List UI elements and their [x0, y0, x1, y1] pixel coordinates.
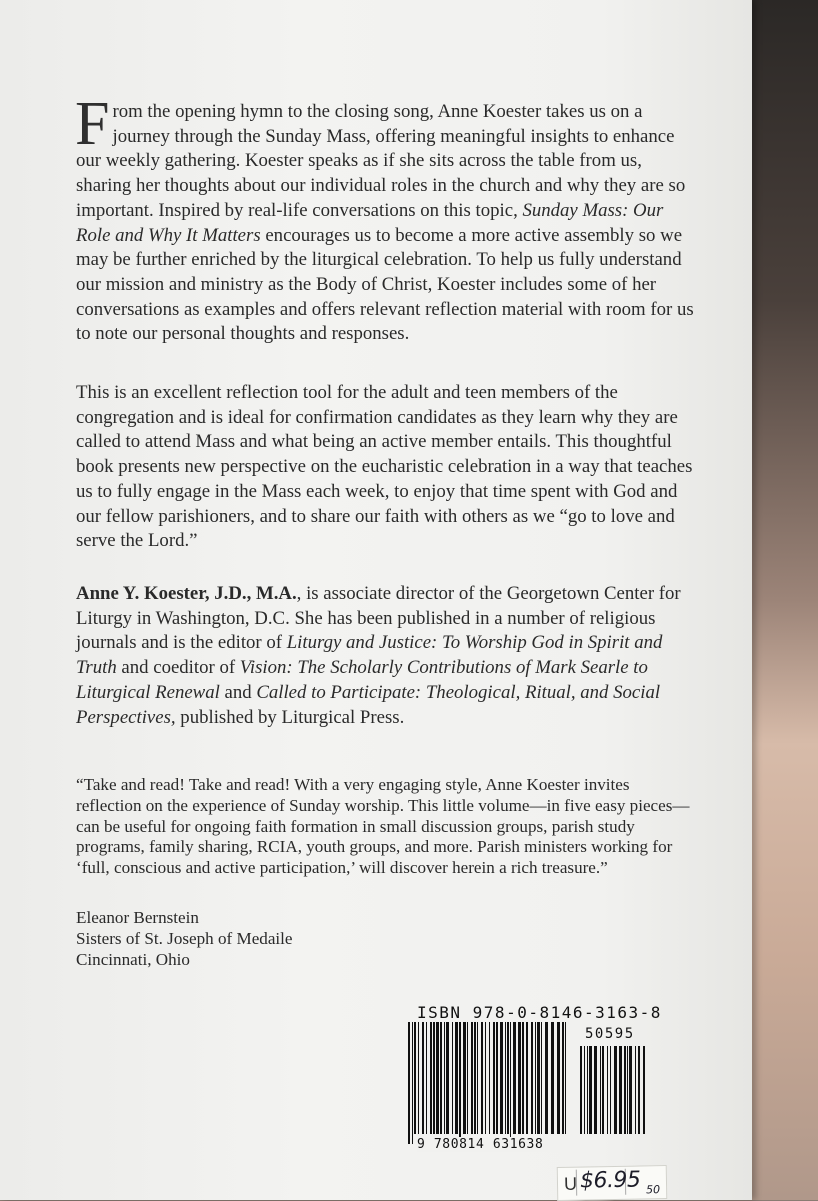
endorsement-quote: “Take and read! Take and read! With a very engaging style, Anne Koester invites reflection on the experience of Sunday worship. This little volume—in five easy pieces—can be useful for ongoing faith formation in small discussion groups, parish study programs, family sharing, RCIA, youth groups, and more. Parish ministers working for ‘full, conscious and active participation,’ will discover herein a rich treasure.” [76, 775, 690, 878]
description-text-a: rom the opening hymn to the closing song, Anne Koester takes us on a journey through the Sunday Mass, offering meaningful insights to enhance our weekly gathering. Koester speaks as if she sits across the table from us, sharing her thoughts about our individual roles in the church and why they are so important. Inspired by real-life conversations on this topic, [76, 101, 686, 221]
endorsement-attribution [76, 908, 476, 970]
barcode-bar [584, 1046, 585, 1134]
barcode-bar [433, 1022, 435, 1134]
barcode-bar [589, 1046, 592, 1134]
drop-cap: F [75, 90, 110, 158]
barcode-bar [426, 1022, 427, 1134]
author-bio [76, 582, 696, 730]
barcode-bar [463, 1022, 466, 1134]
barcode-bar [446, 1022, 449, 1134]
bio-text-d: published by Liturgical Press. [175, 706, 405, 728]
handwritten-code: 50 [646, 1183, 661, 1197]
bio-book-2: Vision: The Scholarly Contributions of Mark Searle to Liturgical Renewal [76, 657, 648, 703]
barcode-addon-digits: 50595 [585, 1026, 635, 1042]
barcode-bar [513, 1022, 516, 1134]
barcode-bar [531, 1022, 533, 1134]
barcode-bar [408, 1022, 410, 1144]
endorser-location: Cincinnati, Ohio [76, 949, 190, 969]
barcode-bar [430, 1022, 432, 1134]
barcode-bar [557, 1022, 560, 1134]
barcode-bar [635, 1046, 636, 1134]
barcode-bar [471, 1022, 473, 1134]
barcode-digits: 9 780814 631638 [417, 1137, 577, 1152]
barcode-bar [496, 1022, 498, 1134]
barcode-bar [545, 1022, 548, 1134]
barcode-bar [643, 1046, 645, 1134]
bio-book-3: Called to Participate: Theological, Ritual, and Social Perspectives, [76, 681, 661, 728]
barcode-bar [638, 1046, 640, 1134]
barcode-bar [627, 1046, 628, 1134]
bio-book-1: Liturgy and Justice: To Worship God in Spirit and Truth [76, 632, 663, 679]
barcode-bar [629, 1046, 632, 1134]
barcode-bar [485, 1022, 486, 1134]
barcode-bar [474, 1022, 476, 1134]
barcode-bar [507, 1022, 509, 1134]
description-text-b: encourages us to become a more active assembly so we may be further enriched by the liturgical celebration. To help us fully understand our mission and ministry as the Body of Christ, Koester includes some of her conversations as examples and offers relevant reflection material with room for us to note our personal thoughts and responses. [76, 224, 694, 345]
book-title-italic: Sunday Mass: Our Role and Why It Matters [76, 199, 664, 246]
barcode-bar [614, 1046, 617, 1134]
barcode-bar [500, 1022, 503, 1134]
barcode-bar [422, 1022, 424, 1134]
barcode-bar [414, 1022, 416, 1134]
bio-text-b: and coeditor of [116, 657, 240, 679]
bio-text-c: and [219, 681, 257, 703]
barcode-bar [607, 1046, 608, 1134]
barcode-bar [594, 1046, 597, 1134]
barcode-bar [412, 1022, 413, 1144]
barcode-bar [587, 1046, 588, 1134]
endorser-name: Eleanor Bernstein [76, 908, 199, 927]
barcode-bar [551, 1022, 554, 1134]
barcode-bar [481, 1022, 483, 1134]
barcode-bar [510, 1022, 511, 1144]
description-paragraph-1 [75, 90, 696, 347]
description-paragraph-2: This is an excellent reflection tool for the adult and teen members of the congregation and is ideal for confirmation candidates as they learn why they are called to attend Mass and what being an active member entails. This thoughtful book presents new perspective on the eucharistic celebration in a way that teaches us to fully engage in the Mass each week, to enjoy that time spent with God and our fellow parishioners, and to share our faith with others as we “go to love and serve the Lord.” [76, 382, 693, 552]
barcode-bar [619, 1046, 622, 1134]
barcode-bar [580, 1046, 582, 1134]
ean13-barcode-bars [406, 1022, 570, 1144]
barcode-bar [624, 1046, 626, 1134]
price-sticker [557, 1165, 668, 1201]
barcode-bar [562, 1022, 564, 1134]
barcode-bar [418, 1022, 419, 1134]
barcode-bar [489, 1022, 490, 1134]
barcode-bar [440, 1022, 442, 1134]
barcode-bar [477, 1022, 478, 1134]
barcode-bar [455, 1022, 458, 1134]
barcode-bar [444, 1022, 445, 1134]
barcode-bar [602, 1046, 604, 1134]
barcode-bar [467, 1022, 468, 1134]
barcode-bar [522, 1022, 524, 1134]
barcode-bar [526, 1022, 528, 1134]
barcode-bar [565, 1022, 566, 1134]
endorser-organization: Sisters of St. Joseph of Medaile [76, 928, 293, 948]
barcode-bar [610, 1046, 611, 1134]
barcode-bar [505, 1022, 506, 1134]
barcode-bar [537, 1022, 540, 1134]
isbn-label: ISBN 978-0-8146-3163-8 [417, 1003, 662, 1022]
author-name: Anne Y. Koester, J.D., M.A. [76, 583, 297, 604]
barcode-bar [600, 1046, 601, 1134]
barcode-bar [459, 1022, 461, 1144]
barcode-bar [541, 1022, 542, 1134]
barcode-bar [436, 1022, 439, 1134]
bio-text-a: , is associate director of the Georgetown Center for Liturgy in Washington, D.C. She has been published in a number of religious journals and is the editor of [76, 583, 681, 654]
sticker-prefix: U [563, 1173, 578, 1194]
addon-barcode-bars [578, 1046, 648, 1144]
barcode-bar [493, 1022, 495, 1134]
barcode-bar [452, 1022, 453, 1134]
barcode-bar [535, 1022, 536, 1134]
handwritten-price: $6.95 [579, 1167, 641, 1194]
barcode-bar [518, 1022, 521, 1134]
